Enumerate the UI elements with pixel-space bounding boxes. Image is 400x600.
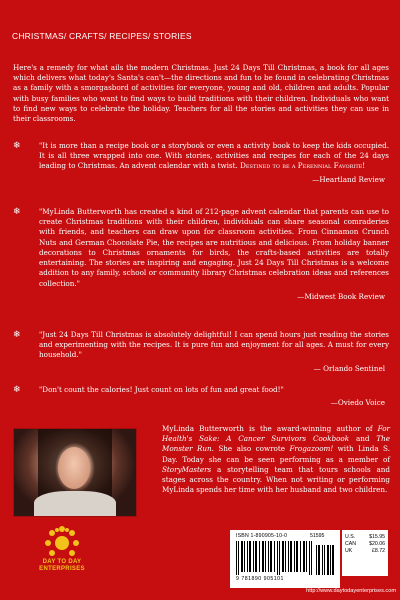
price-list xyxy=(342,530,388,576)
bio-text: MyLinda Butterworth is the award-winning author of xyxy=(162,424,378,433)
review-quote-emphasis: Destined to be a Perennial Favorite! xyxy=(240,161,366,171)
bio-book-title: The Monster Run xyxy=(162,434,390,454)
review-quote-text: "It is more than a recipe book or a storybook or even a activity book to keep the kids occupied. It is all three wrapped into one. With stories, activities and recipes for each of the 24 days leading to Christmas. An advent calendar with a twist. xyxy=(39,141,389,171)
intro-paragraph: Here's a remedy for what ails the modern Christmas. Just 24 Days Till Christmas, a book for all ages which delivers what today's Santa's can't—the directions and fun to be found in celebrating Christmas as a family with a smorgasbord of activities for everyone, young and old, children and adults. Popular with busy families who want to find ways to build traditions with their children. Individuals who want to find new ways to celebrate the holiday. Teachers for all the stories and activities they can use in their classrooms. xyxy=(13,63,389,124)
price-label: CAN xyxy=(345,541,356,548)
review-quote: "MyLinda Butterworth has created a kind of 212-page advent calendar that parents can use to create Christmas traditions with their children, individuals can share seasonal comraderies with friends, and teachers can draw upon for classroom activities. From Cinnamon Crunch Nuts and German Chocolate Pie, the recipes are nutritious and delicious. From holiday banner decorations to Christmas ornaments for birds, the crafts-based activities are totally entertaining. The stories are inspiring and engaging. Just 24 Days Till Christmas is a welcome addition to any family, school or community library Christmas celebration ideas and references collection." xyxy=(39,207,389,288)
review-source: —Oviedo Voice xyxy=(330,398,385,408)
review-quote: "Just 24 Days Till Christmas is absolutely delightful! I can spend hours just reading the stories and experimenting with the recipes. It is pure fun and enjoyment for all ages. A must for every household." xyxy=(39,330,389,360)
review-quote: "Don't count the calories! Just count on lots of fun and great food!" xyxy=(39,385,284,394)
bio-book-title: For Health's Sake: A Cancer Survivors Cookbook xyxy=(162,424,390,444)
ean-number: 9 781890 905101 xyxy=(236,576,284,582)
review-orlando xyxy=(13,330,389,373)
isbn-number: ISBN 1-890905-10-0 xyxy=(236,533,288,539)
review-midwest xyxy=(13,207,389,301)
price-value: $20.06 xyxy=(369,541,385,548)
price-row xyxy=(345,541,385,548)
review-oviedo xyxy=(13,385,389,407)
price-label: U.S. xyxy=(345,534,356,540)
publisher-name-line-1: DAY TO DAY xyxy=(42,559,82,565)
review-source: —Heartland Review xyxy=(312,174,385,184)
price-row xyxy=(345,548,385,555)
publisher-name-line-2: ENTERPRISES xyxy=(39,565,85,572)
author-photo-face xyxy=(58,447,90,489)
snowflake-icon: ❄ xyxy=(13,207,21,217)
barcode xyxy=(230,530,340,588)
author-photo xyxy=(13,428,137,517)
review-quote xyxy=(39,141,389,172)
snowflake-icon: ❄ xyxy=(13,141,21,151)
review-heartland xyxy=(13,141,389,184)
bio-book-title: Frogazoom! xyxy=(289,444,334,454)
barcode-bars xyxy=(236,541,334,575)
author-photo-shirt xyxy=(34,491,116,517)
bio-text: . She also cowrote xyxy=(211,444,290,454)
review-source: — Orlando Sentinel xyxy=(313,363,385,373)
price-row xyxy=(345,534,385,541)
bio-text: and xyxy=(349,434,377,444)
sun-icon xyxy=(40,523,84,559)
price-label: UK xyxy=(345,548,353,555)
website-link[interactable]: http://www.daytodayenterprises.com xyxy=(306,588,396,594)
review-source: —Midwest Book Review xyxy=(297,291,385,301)
bio-text: with Linda S. Day. Today she can be seen performing as a member of xyxy=(162,444,390,464)
author-bio xyxy=(162,424,390,496)
publisher-logo xyxy=(22,523,102,583)
barcode-addon-number: 51595 xyxy=(310,533,325,539)
price-value: $15.95 xyxy=(369,534,385,540)
snowflake-icon: ❄ xyxy=(13,385,21,395)
snowflake-icon: ❄ xyxy=(13,330,21,340)
category-label: CHRISTMAS/ CRAFTS/ RECIPES/ STORIES xyxy=(12,31,192,41)
bio-text: a storytelling team that tours schools and stages across the country. When not writing or performing MyLinda spends her time with her husband and two children. xyxy=(162,464,390,495)
bio-group-name: StoryMasters xyxy=(162,464,212,474)
price-value: £8.72 xyxy=(372,548,385,555)
